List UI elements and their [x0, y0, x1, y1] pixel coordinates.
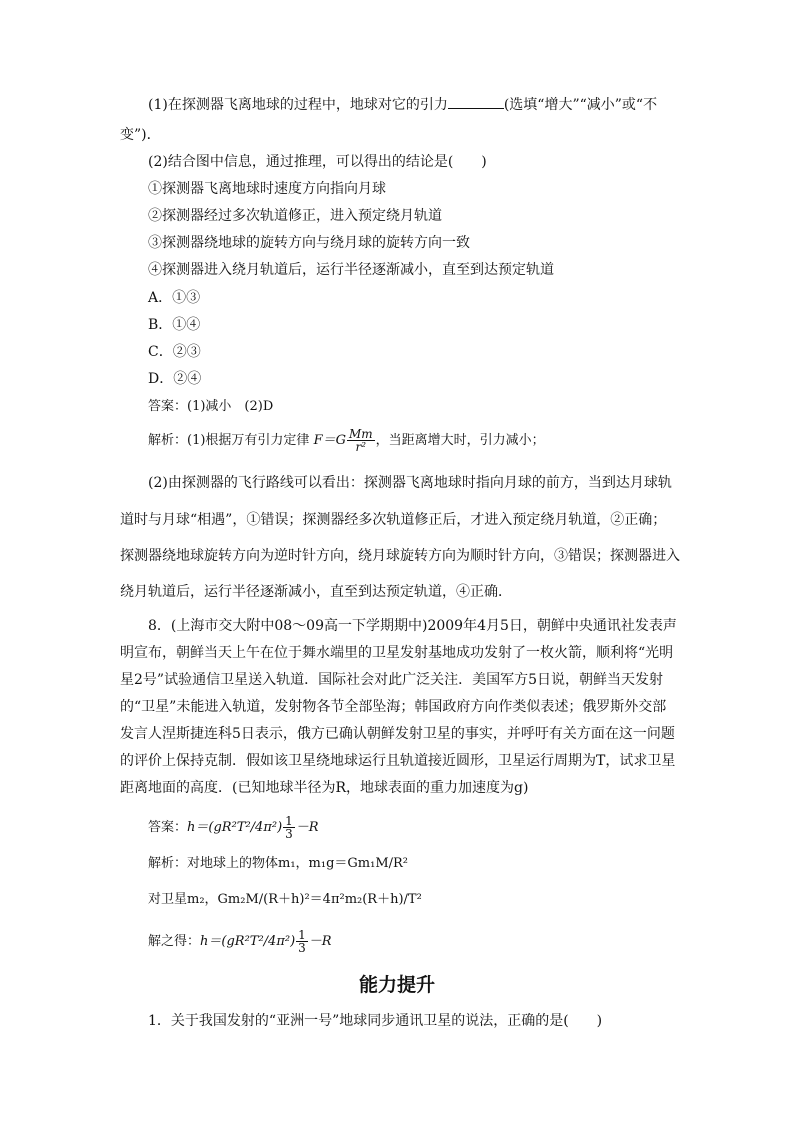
analysis-text: 解析：(1)根据万有引力定律 — [148, 433, 310, 448]
solution-formula: h＝(gR²T²/4π²) — [200, 934, 296, 949]
fraction-denominator: r² — [355, 440, 367, 454]
q8-analysis-line1: 解析：对地球上的物体m₁，m₁g＝Gm₁M/R² — [148, 856, 409, 871]
solution-formula-tail: －R — [308, 934, 332, 949]
statement-4: ④探测器进入绕月轨道后，运行半径逐渐减小，直至到达预定轨道 — [148, 262, 554, 278]
option-b: B．①④ — [148, 317, 201, 333]
q8-line3: 星2号”试验通信卫星送入轨道．国际社会对此广泛关注．美国军方5日说，朝鲜当天发射 — [120, 672, 663, 688]
question-part1-text: (1)在探测器飞离地球的过程中，地球对它的引力 — [148, 97, 448, 113]
formula-f: F＝G — [313, 433, 346, 448]
answer-formula-tail: －R — [295, 820, 319, 835]
analysis-part2-line3: 探测器绕地球旋转方向为逆时针方向，绕月球旋转方向为顺时针方向，③错误；探测器进入 — [120, 548, 680, 564]
analysis-part2-line4: 绕月轨道后，运行半径逐渐减小，直至到达预定轨道，④正确． — [120, 584, 512, 600]
q8-analysis-line2: 对卫星m₂，Gm₂M/(R＋h)²＝4π²m₂(R＋h)/T² — [148, 892, 422, 907]
question-part1-line1 — [148, 96, 657, 114]
answer-label: 答案： — [148, 820, 188, 835]
statement-2: ②探测器经过多次轨道修正，进入预定绕月轨道 — [148, 208, 442, 224]
q8-line2: 明宣布，朝鲜当天上午在位于舞水端里的卫星发射基地成功发射了一枚火箭，顺利将“光明 — [120, 645, 674, 661]
new-question-1: 1．关于我国发射的“亚洲一号”地球同步通讯卫星的说法，正确的是( ) — [148, 1013, 603, 1029]
option-d: D．②④ — [148, 371, 202, 387]
q8-solution — [148, 929, 332, 954]
answer: 答案：(1)减小 (2)D — [148, 399, 274, 414]
option-a: A．①③ — [148, 290, 201, 306]
statement-3: ③探测器绕地球的旋转方向与绕月球的旋转方向一致 — [148, 235, 470, 251]
formula-fraction — [347, 428, 375, 453]
question-part1-options: (选填“增大”“减小”或“不 — [503, 97, 658, 113]
exponent-fraction — [283, 815, 295, 840]
exponent-fraction — [296, 929, 308, 954]
analysis-part2-line1: (2)由探测器的飞行路线可以看出：探测器飞离地球时指向月球的前方，当到达月球轨 — [148, 475, 672, 491]
solution-label: 解之得： — [148, 934, 201, 949]
q8-answer — [148, 815, 319, 840]
analysis-part2-line2: 道时与月球“相遇”，①错误；探测器经多次轨道修正后，才进入预定绕月轨道，②正确； — [120, 512, 667, 528]
fraction-numerator: 1 — [298, 928, 306, 942]
fraction-denominator: 3 — [298, 941, 306, 955]
fraction-numerator: Mm — [348, 427, 373, 441]
question-part2: (2)结合图中信息，通过推理，可以得出的结论是( ) — [148, 154, 487, 170]
fill-in-blank — [448, 96, 504, 109]
answer-formula: h＝(gR²T²/4π²) — [187, 820, 283, 835]
q8-line4: 的“卫星”未能进入轨道，发射物各节全部坠海；韩国政府方向作类似表述；俄罗斯外交部 — [120, 699, 667, 715]
statement-1: ①探测器飞离地球时速度方向指向月球 — [148, 181, 386, 197]
q8-line5: 发言人涅斯捷连科5日表示，俄方已确认朝鲜发射卫星的事实，并呼吁有关方面在这一问题 — [120, 726, 675, 742]
q8-line7: 距离地面的高度．(已知地球半径为R，地球表面的重力加速度为g) — [120, 780, 529, 796]
analysis-line1 — [148, 428, 545, 453]
q8-line6: 的评价上保持克制．假如该卫星绕地球运行且轨道接近圆形，卫星运行周期为T，试求卫星 — [120, 753, 676, 769]
q8-line1: 8．(上海市交大附中08～09高一下学期期中)2009年4月5日，朝鲜中央通讯社发表声 — [148, 618, 677, 634]
fraction-denominator: 3 — [285, 827, 293, 841]
fraction-numerator: 1 — [285, 814, 293, 828]
question-part1-line2: 变”)． — [120, 127, 161, 143]
option-c: C．②③ — [148, 344, 201, 360]
analysis-text-tail: ，当距离增大时，引力减小； — [375, 433, 545, 448]
section-title: 能力提升 — [358, 974, 435, 996]
